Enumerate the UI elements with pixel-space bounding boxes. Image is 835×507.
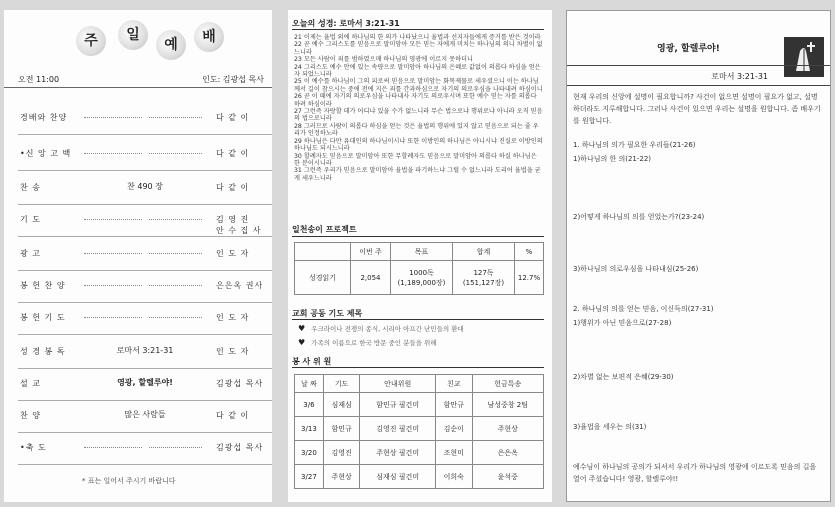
order-item: 찬 양: [20, 411, 41, 420]
prayer-item: ♥ 가족의 이름으로 한국 방문 중인 분들을 위해: [298, 338, 437, 347]
order-person: 다 같 이: [216, 411, 250, 420]
order-person: 김광섭 목사: [216, 379, 264, 388]
row-separator: [18, 400, 272, 401]
row-separator: [18, 204, 272, 205]
reading-cell: 성경읽기: [295, 261, 351, 295]
table-row: [295, 465, 544, 489]
order-detail: [86, 247, 204, 256]
service-header: 기도: [323, 375, 360, 393]
row-separator: [18, 334, 272, 335]
reading-cell: 12.7%: [515, 261, 544, 295]
service-cell: 주현상: [323, 465, 360, 489]
reading-header: 이번 주: [351, 243, 391, 261]
reading-header: 합계: [453, 243, 515, 261]
order-detail: 영광, 할렐루야!: [86, 377, 204, 388]
order-item: 찬 송: [20, 183, 41, 192]
worship-title: [4, 10, 272, 60]
title-char-1: 주: [76, 26, 106, 56]
order-detail: [86, 147, 204, 156]
order-detail: [86, 111, 204, 120]
verse: 28 그러므로 사람이 의롭다 하심을 얻는 것은 율법의 행위에 있지 않고 믿음으로 되는 줄 우리가 인정하노라: [294, 122, 539, 138]
service-cell: 함민규 필건미: [360, 393, 435, 417]
order-person: 김광섭 목사: [216, 443, 264, 452]
heart-icon: ♥: [298, 324, 306, 333]
divider: [292, 29, 544, 30]
title-char-3: 예: [156, 30, 186, 60]
scripture-heading: 오늘의 성경: 로마서 3:21-31: [292, 19, 400, 28]
service-cell: 남성중창 2팀: [472, 393, 543, 417]
service-cell: 3/13: [295, 417, 324, 441]
order-person: 인 도 자: [216, 313, 250, 322]
verse: 31 그런즉 우리가 믿음으로 말미암아 율법을 파기하느냐 그럴 수 없느니라 도리어 율법을 굳게 세우느니라: [294, 167, 541, 182]
order-person: 김 영 진 안 수 집 사: [216, 215, 262, 235]
row-separator: [18, 464, 272, 465]
verse: 29 하나님은 다만 유대인의 하나님이시냐 또한 이방인의 하나님은 아니시냐 진실로 이방인의 하나님도 되시느니라: [294, 137, 543, 153]
service-cell: 김영진: [323, 441, 360, 465]
service-cell: 주현상 필건미: [360, 441, 435, 465]
table-row: [295, 441, 544, 465]
order-item: 기 도: [20, 215, 41, 224]
order-detail: 많은 사람들: [86, 409, 204, 420]
service-cell: 3/27: [295, 465, 324, 489]
order-detail: [86, 441, 204, 450]
order-of-worship-panel: [4, 10, 272, 502]
praying-hands-icon: [784, 37, 824, 77]
reading-cell: 127독 (151,127장): [453, 261, 515, 295]
order-detail: 찬 490 장: [86, 181, 204, 192]
verse: 22 곧 예수 그리스도를 믿음으로 말미암아 모든 믿는 자에게 미치는 하나님의 의니 차별이 없느니라: [294, 41, 543, 56]
point-1-1: 1)하나님의 한 의(21-22): [573, 155, 652, 163]
verse: 26 곧 이 때에 자기의 의로우심을 나타내사 자기도 의로우시며 또한 예수 믿는 자를 의롭다 하려 하심이라: [294, 93, 537, 108]
footnote: * 표는 일어서 주시기 바랍니다: [82, 477, 176, 485]
sermon-closing: 예수님이 하나님의 공의가 되셔서 우리가 하나님의 영광에 이르도록 믿음의 길을 열어 주셨습니다! 영광, 할렐루야!!: [573, 463, 817, 483]
service-cell: 함민규: [323, 417, 360, 441]
divider: [292, 236, 544, 237]
order-item: •축 도: [20, 443, 47, 452]
sermon-title: 영광, 할렐루야!: [657, 44, 720, 54]
row-separator: [18, 432, 272, 433]
row-separator: [18, 134, 272, 135]
service-cell: 심재심: [323, 393, 360, 417]
point-2: 2. 하나님의 의를 얻는 믿음, 이신득의(27-31): [573, 305, 714, 313]
order-item: 봉 헌 찬 양: [20, 281, 66, 290]
table-row: [295, 393, 544, 417]
order-item: 성 경 봉 독: [20, 347, 66, 356]
divider: [292, 319, 544, 320]
reading-cell: 2,054: [351, 261, 391, 295]
point-2-1: 1)행위가 아닌 믿음으로(27-28): [573, 319, 672, 327]
service-heading: 봉 사 위 원: [292, 357, 332, 366]
service-table: [294, 374, 544, 489]
point-2-3: 3)율법을 세우는 의(31): [573, 423, 647, 431]
order-person: 다 같 이: [216, 149, 250, 158]
order-detail: [86, 213, 204, 222]
order-detail: 로마서 3:21-31: [86, 345, 204, 356]
prayer-item: ♥ 우크라이나 전쟁의 종식, 시리아 아프간 난민들의 환대: [298, 324, 464, 333]
row-separator: [18, 302, 272, 303]
service-header: 날 짜: [295, 375, 324, 393]
reading-heading: 일천송이 프로젝트: [292, 225, 357, 234]
title-char-4: 배: [194, 22, 224, 52]
service-header: 안내위원: [360, 375, 435, 393]
reading-table: [294, 242, 544, 295]
point-2-2: 2)차별 없는 보편적 은혜(29-30): [573, 373, 674, 381]
order-detail: [86, 311, 204, 320]
row-separator: [18, 270, 272, 271]
scripture-panel: [288, 10, 552, 502]
verse-list: [294, 34, 544, 182]
service-cell: 3/20: [295, 441, 324, 465]
table-row: [295, 417, 544, 441]
service-cell: 윤석중: [472, 465, 543, 489]
heart-icon: ♥: [298, 338, 306, 347]
service-header: 헌금특송: [472, 375, 543, 393]
verse: 30 할례자도 믿음으로 말미암아 또한 무할례자도 믿음으로 말미암아 의롭다 하실 하나님은 한 분이시니라: [294, 152, 537, 167]
point-1: 1. 하나님의 의가 필요한 우리들(21-26): [573, 141, 696, 149]
point-1-3: 3)하나님의 의로우심을 나타내심(25-26): [573, 265, 699, 273]
order-item: 설 교: [20, 379, 41, 388]
service-info-bar: [4, 72, 272, 88]
service-header: 친교: [435, 375, 472, 393]
sermon-reference: 로마서 3:21-31: [711, 72, 768, 81]
reading-header: [295, 243, 351, 261]
divider: [567, 65, 830, 66]
reading-header: 목표: [391, 243, 453, 261]
sermon-panel: [566, 10, 831, 502]
service-cell: 이희숙: [435, 465, 472, 489]
title-char-2: 일: [118, 20, 148, 50]
service-cell: 김순이: [435, 417, 472, 441]
order-person: 다 같 이: [216, 183, 250, 192]
verse: 24 그리스도 예수 안에 있는 속량으로 말미암아 하나님의 은혜로 값없이 의롭다 하심을 얻은 자 되었느니라: [294, 63, 541, 79]
verse: 27 그런즉 자랑할 데가 어디냐 있을 수가 없느니라 무슨 법으로냐 행위로냐 아니라 오직 믿음의 법으로니라: [294, 108, 543, 123]
divider: [567, 85, 830, 86]
prayer-heading: 교회 공동 기도 제목: [292, 309, 363, 318]
service-time: 오전 11:00: [18, 75, 60, 84]
service-cell: 은은옥: [472, 441, 543, 465]
reading-cell: 1000독 (1,189,000장): [391, 261, 453, 295]
service-cell: 3/6: [295, 393, 324, 417]
verse: 25 이 예수를 하나님이 그의 피로써 믿음으로 말미암는 화목제물로 세우셨으니 이는 하나님께서 길이 참으시는 중에 전에 지은 죄를 간과하심으로 자기의 의로우심을 나타내려 하심이니: [294, 78, 543, 93]
verse: 21 이제는 율법 외에 하나님의 한 의가 나타났으니 율법과 선지자들에게 증거를 받은 것이라: [294, 34, 541, 41]
presider: 인도: 김광섭 목사: [202, 75, 264, 84]
service-cell: 김영진 필건미: [360, 417, 435, 441]
order-person: 은은옥 권사: [216, 281, 264, 290]
service-cell: 조현미: [435, 441, 472, 465]
order-person: 다 같 이: [216, 113, 250, 122]
row-separator: [18, 236, 272, 237]
order-detail: [86, 279, 204, 288]
reading-header: %: [515, 243, 544, 261]
order-item: 광 고: [20, 249, 41, 258]
verse: 23 모든 사람이 죄를 범하였으매 하나님의 영광에 이르지 못하더니: [294, 56, 474, 64]
order-person: 인 도 자: [216, 249, 250, 258]
point-1-2: 2)어떻게 하나님의 의를 얻었는가?(23-24): [573, 213, 705, 221]
order-item: •신 앙 고 백: [20, 149, 72, 158]
order-item: 봉 헌 기 도: [20, 313, 66, 322]
row-separator: [18, 368, 272, 369]
sermon-intro: 현재 우리의 신앙에 설명이 필요합니까? 사건이 없으면 설명이 필요가 없고, 설명하더라도 지루해합니다. 그러나 사건이 있으면 우리는 설명을 원합니다. 좀 배우기를 원합니다.: [573, 93, 821, 125]
service-cell: 함만규: [435, 393, 472, 417]
service-cell: 주현상: [472, 417, 543, 441]
order-person: 인 도 자: [216, 347, 250, 356]
row-separator: [18, 170, 272, 171]
divider: [292, 367, 544, 368]
service-cell: 심재심 필건미: [360, 465, 435, 489]
order-item: 경배와 찬양: [20, 113, 68, 122]
